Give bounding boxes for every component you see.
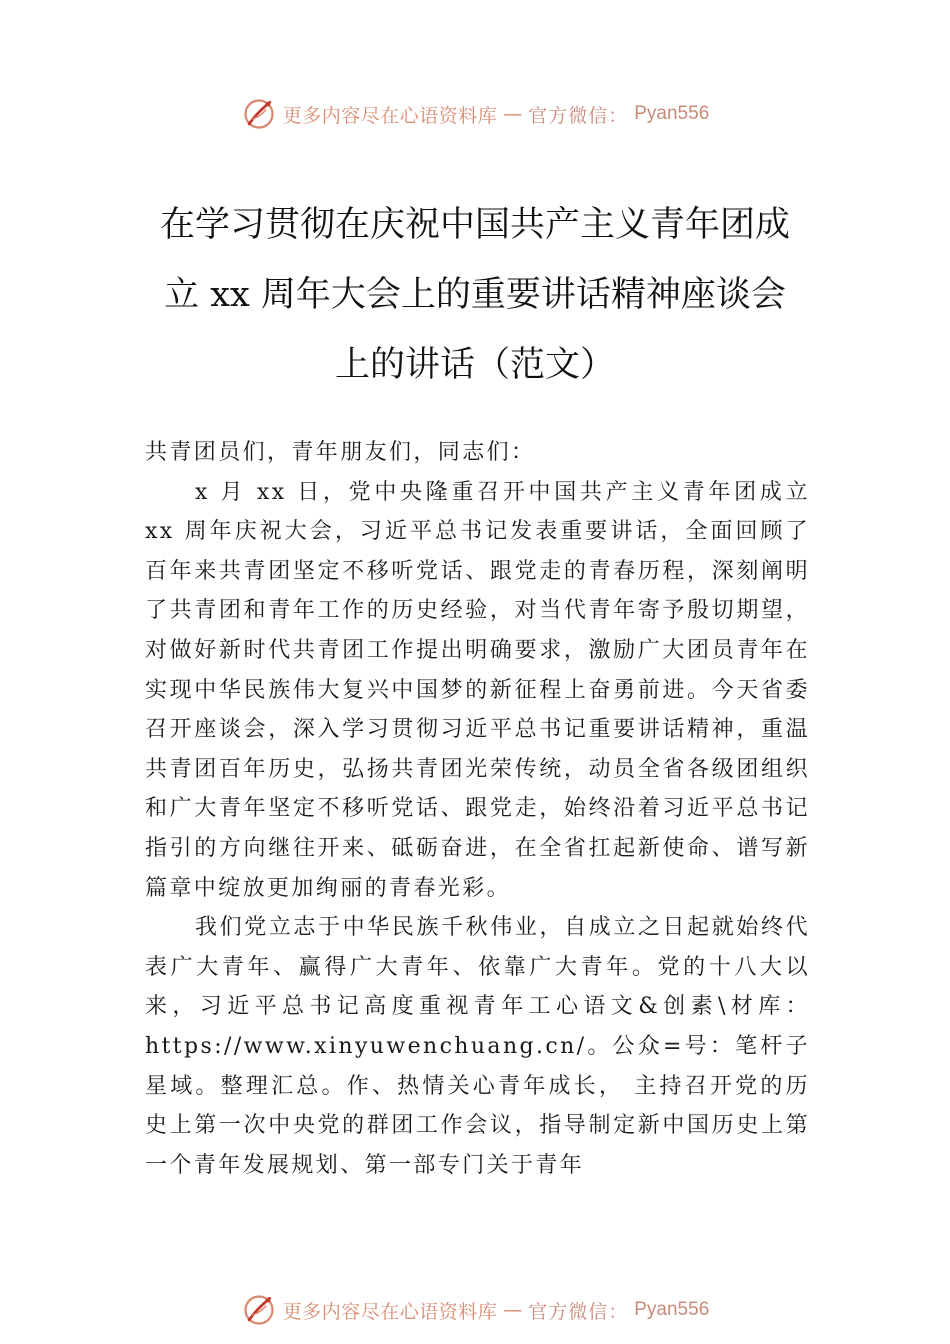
header-banner — [0, 94, 950, 134]
title-line-2: 立 xx 周年大会上的重要讲话精神座谈会 — [164, 275, 786, 315]
paragraph-2: 我们党立志于中华民族千秋伟业，自成立之日起就始终代表广大青年、赢得广大青年、依靠广大青年。党的十八大以来，习近平总书记高度重视青年工心语文&创素\材库：https://www.xinyuwenchuang.cn/。公众=号：笔杆子星域。整理汇总。作、热情关心青年成长， 主持召开党的历史上第一次中央党的群团工作会议，指导制定新中国历史上第一个青年发展规划、第一部专门关于青年 — [145, 915, 810, 1178]
banner-label: 官方微信： — [528, 104, 629, 127]
salutation: 共青团员们，青年朋友们，同志们： — [145, 440, 536, 465]
banner-separator: — — [503, 1299, 523, 1321]
banner-label: 官方微信： — [528, 1300, 629, 1323]
title-line-1: 在学习贯彻在庆祝中国共产主义青年团成 — [159, 205, 790, 245]
paragraph-1: x 月 xx 日，党中央隆重召开中国共产主义青年团成立 xx 周年庆祝大会，习近平总书记发表重要讲话，全面回顾了百年来共青团坚定不移听党话、跟党走的青春历程，深刻阐明了共青团和青年工作的历史经验，对当代青年寄予殷切期望，对做好新时代共青团工作提出明确要求，激励广大团员青年在实现中华民族伟大复兴中国梦的新征程上奋勇前进。今天省委召开座谈会，深入学习贯彻习近平总书记重要讲话精神，重温共青团百年历史，弘扬共青团光荣传统，动员全省各级团组织和广大青年坚定不移听党话、跟党走，始终沿着习近平总书记指引的方向继往开来、砥砺奋进，在全省扛起新使命、谱写新篇章中绽放更加绚丽的青春光彩。 — [145, 479, 810, 901]
wechat-id: Pyan556 — [634, 1299, 710, 1320]
document-body — [145, 433, 810, 1185]
brush-logo-icon — [241, 1292, 277, 1328]
banner-separator: — — [503, 103, 523, 125]
brush-logo-icon — [241, 96, 277, 132]
wechat-id: Pyan556 — [634, 103, 710, 124]
banner-text: 更多内容尽在心语资料库 — [282, 1300, 498, 1323]
document-title — [140, 190, 810, 400]
title-line-3: 上的讲话（范文） — [334, 345, 615, 385]
footer-banner — [0, 1290, 950, 1330]
banner-text: 更多内容尽在心语资料库 — [282, 104, 498, 127]
